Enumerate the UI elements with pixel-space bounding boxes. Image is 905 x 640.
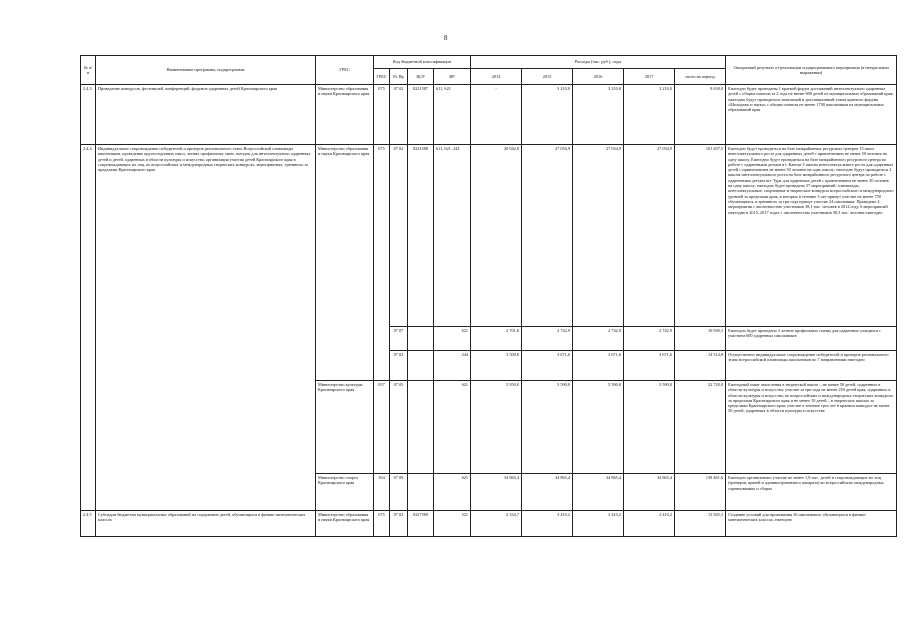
row-name: Проведение конкурсов, фестивалей, конференций, форумов одаренных детей Красноярского края [96, 85, 316, 145]
header-name: Наименование программы, подпрограммы [96, 56, 316, 85]
row-csr [408, 351, 434, 381]
row-csr [408, 474, 434, 511]
header-year-2017: 2017 [624, 69, 675, 85]
row-rzpr: 07 02 [390, 511, 408, 537]
row-csr [408, 381, 434, 474]
row-rzpr: 07 02 [390, 351, 408, 381]
row-rzpr: 07 07 [390, 327, 408, 351]
row-result: Ежегодный охват зачисления в творческой школе – не менее 50 детей, одаренных в области культуры и искусства; участие за три года не менее 250 детей края, одаренных в области культуры и искусства, во всероссийских и международных творческих конкурсах за пределами Красноярского края и не менее 10 детей – в творческих школах за пределами Красноярского края; участие в течение трех лет в краевом конкурсе не менее 50 детей, одаренных в области культуры и искусства [726, 381, 897, 474]
row-total: 10 930,3 [675, 327, 726, 351]
table-row [81, 145, 897, 327]
row-2017: 3 671,6 [624, 351, 675, 381]
row-result: Ежегодно будут проводиться на базе межрайонных ресурсных центров 15 школ интеллектуального роста для одаренных детей с привлечением не менее 50 человек на одну школу. Ежегодно будут проводиться на базе межрайонного ресурсного центра по работе с одаренными детьми в г. Канске 3 школы интеллектуального роста для одаренных детей с привлечением не менее 50 человек на одну школу; ежегодно будут проводиться 2 школы интеллектуального роста на базе межрайонного ресурсного центра по работе с одаренными детьми пгт Тура для одаренных детей с привлечением не менее 30 человек на одну школу; ежегодно будет проведено 57 мероприятий: олимпиады, интеллектуальные, спортивные и творческие конкурсы всероссийского и международного уровней за пределами края, в которых в течение 3 лет примут участие не менее 750 обучающихся, в тренингах за три года примут участие 24 школьника. Проведено 4 мероприятия с численностью участников 38,1 тыс. человек в 2014 году, 6 мероприятий ежегодно в 2015–2017 годах с численностью участников 38,3 тыс. человек ежегодно [726, 145, 897, 327]
row-2017: 27 054,9 [624, 145, 675, 327]
row-num: 2.4.4. [81, 145, 96, 511]
header-year-2014: 2014 [471, 69, 522, 85]
row-code-grbs: 075 [374, 85, 390, 145]
row-csr: 0221587 [408, 85, 434, 145]
header-num: № п/п [81, 56, 96, 85]
row-2017: 3 410,2 [624, 511, 675, 537]
row-rzpr: 07 02 [390, 85, 408, 145]
row-csr [408, 327, 434, 351]
row-grbs: Министерство спорта Красноярского края [316, 474, 374, 511]
row-code-grbs: 075 [374, 145, 390, 381]
row-grbs: Министерство культуры Красноярского края [316, 381, 374, 474]
row-2014: - [471, 85, 522, 145]
row-2015: 5 590,0 [522, 381, 573, 474]
row-vr: 621 [434, 327, 471, 351]
header-code-csr: ЦСР [408, 69, 434, 85]
row-2016: 27 054,9 [573, 145, 624, 327]
row-rzpr: 07 02 [390, 145, 408, 327]
row-total: 14 514,8 [675, 351, 726, 381]
header-year-2015: 2015 [522, 69, 573, 85]
row-2017: 34 865,4 [624, 474, 675, 511]
row-2015: 27 054,9 [522, 145, 573, 327]
row-vr: 621 [434, 381, 471, 474]
row-2014: 5 950,0 [471, 381, 522, 474]
row-result: Создание условий для проживания 16 школьников, обучающихся в физико-математических классах, ежегодно [726, 511, 897, 537]
row-2017: 5 590,0 [624, 381, 675, 474]
row-grbs: Министерство образования и науки Красноярского края [316, 85, 374, 145]
header-code-group: Код бюджетной классификации [374, 56, 471, 69]
row-num: 2.4.5 [81, 511, 96, 537]
row-2016: 2 742,9 [573, 327, 624, 351]
header-year-total: итого на период [675, 69, 726, 85]
row-vr: 244 [434, 351, 471, 381]
row-code-grbs: 057 [374, 381, 390, 474]
row-name: Субсидии бюджетам муниципальных образований на содержание детей, обучающихся в физико-математических классах [96, 511, 316, 537]
row-2017: 3 210,0 [624, 85, 675, 145]
row-total: 22 720,0 [675, 381, 726, 474]
row-total: 139 461,6 [675, 474, 726, 511]
program-table [80, 55, 897, 537]
row-csr: 0221588 [408, 145, 434, 327]
row-2015: 3 410,2 [522, 511, 573, 537]
header-code-vr: ВР [434, 69, 471, 85]
header-code-rzpr: Рз Пр [390, 69, 408, 85]
row-2016: 3 410,2 [573, 511, 624, 537]
row-2015: 2 742,9 [522, 327, 573, 351]
header-year-2016: 2016 [573, 69, 624, 85]
row-rzpr: 07 05 [390, 381, 408, 474]
row-csr: 0227569 [408, 511, 434, 537]
row-total: 13 565,3 [675, 511, 726, 537]
row-result: Ежегодно организовано участие не менее 1,8 тыс. детей и сопровождающих их лиц (тренеров, врачей и административного аппарата) во всероссийских международных соревнованиях и сборах [726, 474, 897, 511]
row-2014: 2 701,6 [471, 327, 522, 351]
row-2016: 34 865,4 [573, 474, 624, 511]
row-grbs: Министерство образования и науки Красноярского края [316, 511, 374, 537]
row-2016: 3 671,6 [573, 351, 624, 381]
row-total: 101 207,5 [675, 145, 726, 327]
row-rzpr: 07 09 [390, 474, 408, 511]
header-grbs: ГРБС [316, 56, 374, 85]
table-row [81, 511, 897, 537]
row-vr: 611, 621, 244 [434, 145, 471, 327]
row-code-grbs: 075 [374, 511, 390, 537]
header-code-grbs: ГРБС [374, 69, 390, 85]
row-2015: 3 210,0 [522, 85, 573, 145]
row-2015: 34 865,4 [522, 474, 573, 511]
row-name: Индивидуальное сопровождение победителей и призеров регионального этапа Всероссийской олимпиады школьников, проведение круглогодичных школ, летних профильных смен, поездок для интеллектуально одаренных детей и детей, одаренных в области культуры и искусства, организация участия детей Красноярского края в сопровождающих их лиц, во всероссийских и международных творческих конкурсах, мероприятиях, тренингах за пределами Красноярского края [96, 145, 316, 511]
row-vr: 611, 621 [434, 85, 471, 145]
row-2014: 34 865,4 [471, 474, 522, 511]
row-result: Осуществлено индивидуальное сопровождение победителей и призеров регионального этапа всероссийской олимпиады школьников по 7 направлениям ежегодно [726, 351, 897, 381]
row-code-grbs: 164 [374, 474, 390, 511]
page-number: 8 [444, 34, 448, 42]
row-result: Ежегодно будет проведено 3 летних профильных смены для одаренных учащихся с участием 600 одаренных школьников [726, 327, 897, 351]
header-expense-group: Расходы (тыс. руб.), годы [471, 56, 726, 69]
header-result: Ожидаемый результат от реализации подпрограммного мероприятия (в натуральном выражении) [726, 56, 897, 85]
row-grbs: Министерство образования и науки Красноярского края [316, 145, 374, 381]
row-result: Ежегодно будет проведены 1 краевой форум достижений интеллектуально одаренных детей с общим охватом за 2 года не менее 600 детей из муниципальных образований края; ежегодно будут проводиться зональный и дистанционный этапы краевого форума «Молодежь и наука» с общим охватом не менее 1700 школьников из муниципальных образований края [726, 85, 897, 145]
row-2016: 3 210,0 [573, 85, 624, 145]
row-vr: 621 [434, 474, 471, 511]
row-vr: 521 [434, 511, 471, 537]
row-2014: 2 334,7 [471, 511, 522, 537]
row-2017: 2 742,9 [624, 327, 675, 351]
row-num: 2.4.3 [81, 85, 96, 145]
row-2014: 3 500,0 [471, 351, 522, 381]
header-row-1 [81, 56, 897, 69]
row-total: 9 630,0 [675, 85, 726, 145]
row-2016: 5 590,0 [573, 381, 624, 474]
row-2014: 20 042,8 [471, 145, 522, 327]
table-row [81, 85, 897, 145]
row-2015: 3 671,6 [522, 351, 573, 381]
